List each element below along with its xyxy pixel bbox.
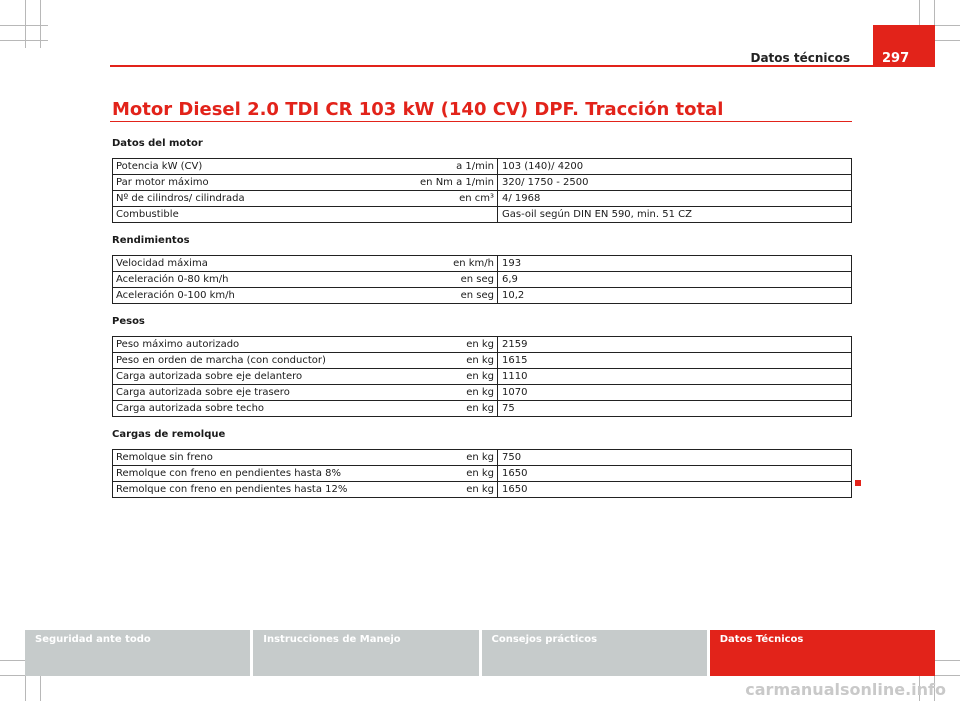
table-row xyxy=(113,450,852,466)
row-unit: en kg xyxy=(415,401,498,417)
tab-datos-tecnicos[interactable]: Datos Técnicos xyxy=(710,630,935,676)
row-value: 1650 xyxy=(498,466,852,482)
table-row xyxy=(113,207,852,223)
spec-content xyxy=(112,138,852,510)
table-row xyxy=(113,337,852,353)
row-unit: en kg xyxy=(415,482,498,498)
row-value: 4/ 1968 xyxy=(498,191,852,207)
engine-data-table xyxy=(112,158,852,223)
table-row xyxy=(113,401,852,417)
row-unit: en kg xyxy=(415,337,498,353)
group-heading-weights: Pesos xyxy=(112,316,145,327)
row-label: Potencia kW (CV) xyxy=(113,159,416,175)
table-row xyxy=(113,482,852,498)
crop-mark xyxy=(0,25,48,26)
crop-mark xyxy=(0,40,48,41)
row-label: Peso en orden de marcha (con conductor) xyxy=(113,353,416,369)
watermark: carmanualsonline.info xyxy=(745,680,946,699)
row-unit: en kg xyxy=(415,385,498,401)
table-row xyxy=(113,159,852,175)
row-unit xyxy=(415,207,498,223)
table-row xyxy=(113,369,852,385)
page-title: Motor Diesel 2.0 TDI CR 103 kW (140 CV) DPF. Tracción total xyxy=(112,99,724,120)
row-value: 750 xyxy=(498,450,852,466)
row-label: Par motor máximo xyxy=(113,175,416,191)
row-unit: en seg xyxy=(415,272,498,288)
row-label: Remolque sin freno xyxy=(113,450,416,466)
table-row xyxy=(113,385,852,401)
row-unit: en kg xyxy=(415,466,498,482)
row-label: Combustible xyxy=(113,207,416,223)
row-unit: en kg xyxy=(415,450,498,466)
tab-consejos[interactable]: Consejos prácticos xyxy=(482,630,707,676)
performance-table xyxy=(112,255,852,304)
row-value: 75 xyxy=(498,401,852,417)
row-unit: en kg xyxy=(415,353,498,369)
row-label: Carga autorizada sobre techo xyxy=(113,401,416,417)
tab-instrucciones[interactable]: Instrucciones de Manejo xyxy=(253,630,478,676)
table-row xyxy=(113,272,852,288)
trailer-loads-table xyxy=(112,449,852,498)
title-rule xyxy=(110,121,852,122)
row-label: Carga autorizada sobre eje delantero xyxy=(113,369,416,385)
row-value: 193 xyxy=(498,256,852,272)
row-label: Velocidad máxima xyxy=(113,256,416,272)
header-rule xyxy=(110,65,935,67)
row-label: Remolque con freno en pendientes hasta 12% xyxy=(113,482,416,498)
table-row xyxy=(113,353,852,369)
page-number: 297 xyxy=(873,25,935,67)
row-value: 1070 xyxy=(498,385,852,401)
section-end-marker xyxy=(855,480,861,486)
row-label: Remolque con freno en pendientes hasta 8% xyxy=(113,466,416,482)
tab-seguridad[interactable]: Seguridad ante todo xyxy=(25,630,250,676)
row-value: 2159 xyxy=(498,337,852,353)
row-value: 10,2 xyxy=(498,288,852,304)
group-heading-performance: Rendimientos xyxy=(112,235,190,246)
table-row xyxy=(113,191,852,207)
row-unit: a 1/min xyxy=(415,159,498,175)
row-value: 1650 xyxy=(498,482,852,498)
row-label: Aceleración 0-80 km/h xyxy=(113,272,416,288)
row-value: 320/ 1750 - 2500 xyxy=(498,175,852,191)
table-row xyxy=(113,256,852,272)
table-row xyxy=(113,175,852,191)
row-unit: en seg xyxy=(415,288,498,304)
row-label: Aceleración 0-100 km/h xyxy=(113,288,416,304)
row-unit: en kg xyxy=(415,369,498,385)
footer-chapter-nav xyxy=(25,630,935,676)
row-unit: en km/h xyxy=(415,256,498,272)
row-unit: en cm³ xyxy=(415,191,498,207)
row-value: Gas-oil según DIN EN 590, min. 51 CZ xyxy=(498,207,852,223)
group-heading-engine: Datos del motor xyxy=(112,138,203,149)
group-heading-trailer-loads: Cargas de remolque xyxy=(112,429,226,440)
row-label: Carga autorizada sobre eje trasero xyxy=(113,385,416,401)
row-value: 103 (140)/ 4200 xyxy=(498,159,852,175)
table-row xyxy=(113,466,852,482)
row-label: Peso máximo autorizado xyxy=(113,337,416,353)
row-value: 1110 xyxy=(498,369,852,385)
row-value: 6,9 xyxy=(498,272,852,288)
row-unit: en Nm a 1/min xyxy=(415,175,498,191)
table-row xyxy=(113,288,852,304)
row-label: Nº de cilindros/ cilindrada xyxy=(113,191,416,207)
running-header-section: Datos técnicos xyxy=(750,51,850,65)
weights-table xyxy=(112,336,852,417)
row-value: 1615 xyxy=(498,353,852,369)
